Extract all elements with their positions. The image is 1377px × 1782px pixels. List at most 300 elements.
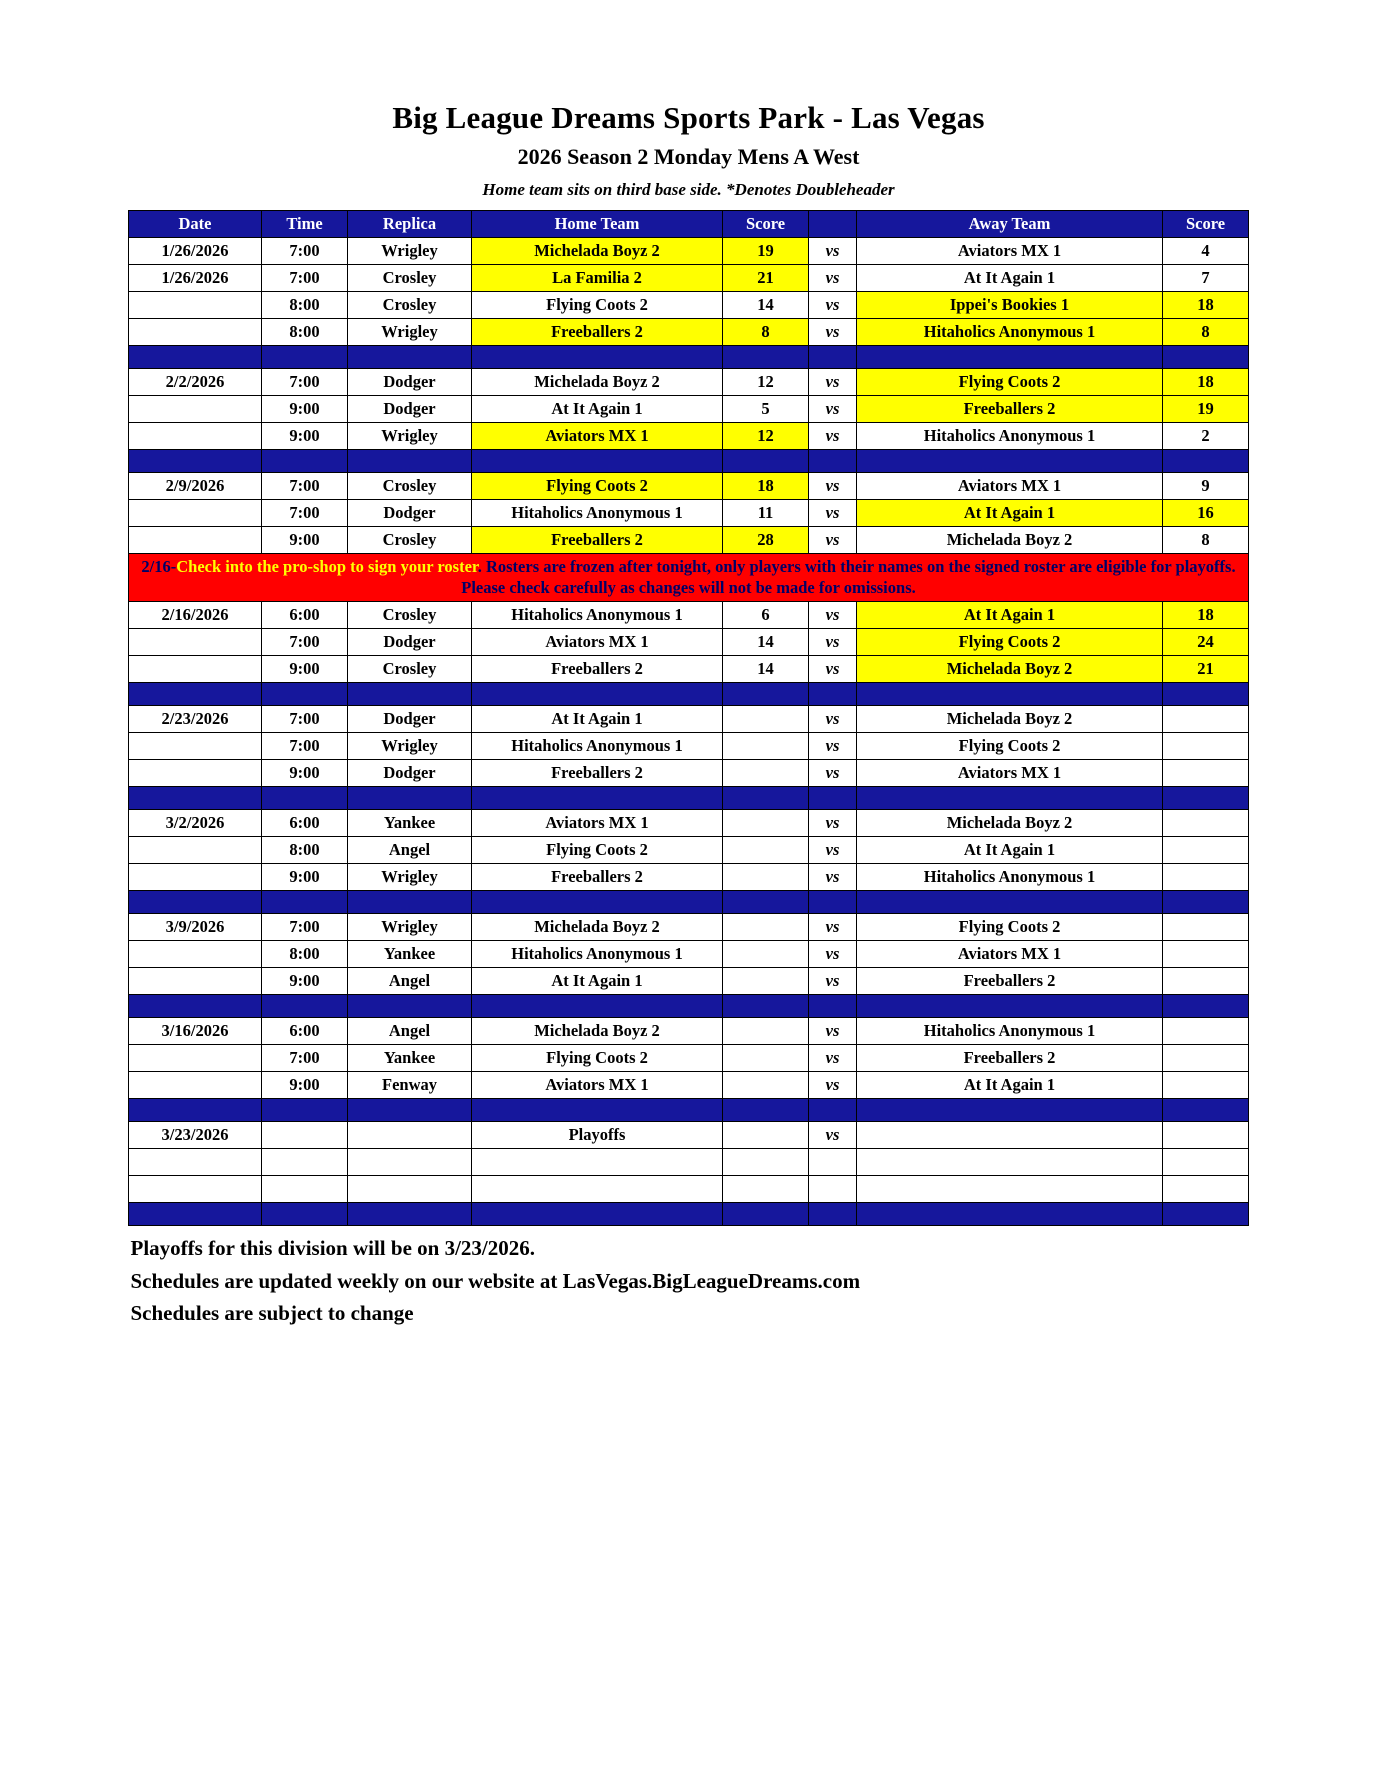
vs-label: vs <box>809 292 857 319</box>
game-date <box>129 500 262 527</box>
separator-cell <box>348 1203 472 1226</box>
week-separator-row <box>129 683 1249 706</box>
home-team-name: Freeballers 2 <box>472 656 723 683</box>
table-row <box>129 238 1249 265</box>
table-row <box>129 733 1249 760</box>
away-team-score: 18 <box>1163 292 1249 319</box>
game-replica-field: Crosley <box>348 473 472 500</box>
home-team-name: Freeballers 2 <box>472 864 723 891</box>
away-team-score <box>1163 1072 1249 1099</box>
game-date <box>129 837 262 864</box>
game-time: 7:00 <box>262 914 348 941</box>
home-team-score: 18 <box>723 473 809 500</box>
week-separator-row <box>129 1203 1249 1226</box>
vs-label: vs <box>809 527 857 554</box>
separator-cell <box>1163 450 1249 473</box>
table-row <box>129 864 1249 891</box>
table-row <box>129 396 1249 423</box>
game-date: 1/26/2026 <box>129 265 262 292</box>
separator-cell <box>1163 683 1249 706</box>
vs-label: vs <box>809 864 857 891</box>
game-date: 3/16/2026 <box>129 1018 262 1045</box>
game-date <box>129 733 262 760</box>
home-team-name: Freeballers 2 <box>472 527 723 554</box>
separator-cell <box>809 450 857 473</box>
game-replica-field: Angel <box>348 968 472 995</box>
home-team-score <box>723 760 809 787</box>
away-team-score <box>1163 1045 1249 1072</box>
vs-label: vs <box>809 837 857 864</box>
table-row <box>129 423 1249 450</box>
away-team-name: At It Again 1 <box>857 265 1163 292</box>
game-time: 7:00 <box>262 1045 348 1072</box>
home-team-score: 5 <box>723 396 809 423</box>
game-replica-field: Yankee <box>348 1045 472 1072</box>
game-time: 9:00 <box>262 968 348 995</box>
vs-label: vs <box>809 369 857 396</box>
separator-cell <box>262 450 348 473</box>
game-replica-field: Crosley <box>348 527 472 554</box>
away-team-name: At It Again 1 <box>857 1072 1163 1099</box>
page-title: Big League Dreams Sports Park - Las Vegas <box>392 100 985 135</box>
column-header-away-score: Score <box>1163 211 1249 238</box>
away-team-name: Freeballers 2 <box>857 396 1163 423</box>
game-date <box>129 629 262 656</box>
away-team-score: 2 <box>1163 423 1249 450</box>
home-team-name: Flying Coots 2 <box>472 1045 723 1072</box>
home-team-score <box>723 968 809 995</box>
vs-label: vs <box>809 656 857 683</box>
schedule-table <box>128 210 1249 1226</box>
home-team-score <box>723 914 809 941</box>
empty-cell <box>129 1176 262 1203</box>
game-replica-field: Wrigley <box>348 914 472 941</box>
away-team-score <box>1163 760 1249 787</box>
home-team-name: At It Again 1 <box>472 396 723 423</box>
game-date <box>129 864 262 891</box>
empty-cell <box>472 1176 723 1203</box>
home-team-name: Aviators MX 1 <box>472 423 723 450</box>
home-team-name: At It Again 1 <box>472 706 723 733</box>
column-header-away-team: Away Team <box>857 211 1163 238</box>
game-replica-field: Wrigley <box>348 238 472 265</box>
game-time: 7:00 <box>262 265 348 292</box>
game-date <box>129 1072 262 1099</box>
separator-cell <box>348 995 472 1018</box>
away-team-score: 21 <box>1163 656 1249 683</box>
game-date: 2/23/2026 <box>129 706 262 733</box>
game-replica-field: Crosley <box>348 656 472 683</box>
game-replica-field: Yankee <box>348 810 472 837</box>
away-team-name: Flying Coots 2 <box>857 914 1163 941</box>
game-time: 9:00 <box>262 527 348 554</box>
separator-cell <box>723 891 809 914</box>
game-date: 2/9/2026 <box>129 473 262 500</box>
game-time <box>262 1122 348 1149</box>
vs-label: vs <box>809 602 857 629</box>
game-time: 8:00 <box>262 941 348 968</box>
home-team-name: Michelada Boyz 2 <box>472 238 723 265</box>
vs-label: vs <box>809 319 857 346</box>
separator-cell <box>129 683 262 706</box>
week-separator-row <box>129 891 1249 914</box>
home-team-name: At It Again 1 <box>472 968 723 995</box>
week-separator-row <box>129 787 1249 810</box>
footer-website: Schedules are updated weekly on our website at LasVegas.BigLeagueDreams.com <box>130 1268 861 1293</box>
game-date: 2/2/2026 <box>129 369 262 396</box>
table-row <box>129 629 1249 656</box>
footer-notes <box>129 1232 1249 1330</box>
away-team-score <box>1163 810 1249 837</box>
separator-cell <box>809 995 857 1018</box>
home-team-name: Hitaholics Anonymous 1 <box>472 602 723 629</box>
home-team-score: 21 <box>723 265 809 292</box>
separator-cell <box>1163 1203 1249 1226</box>
game-date <box>129 760 262 787</box>
home-team-name: Flying Coots 2 <box>472 473 723 500</box>
game-date: 3/2/2026 <box>129 810 262 837</box>
table-row <box>129 292 1249 319</box>
home-team-score <box>723 864 809 891</box>
separator-cell <box>262 1203 348 1226</box>
home-team-score: 14 <box>723 656 809 683</box>
vs-label: vs <box>809 500 857 527</box>
empty-cell <box>723 1149 809 1176</box>
home-team-score: 14 <box>723 292 809 319</box>
game-date: 3/23/2026 <box>129 1122 262 1149</box>
away-team-name: Ippei's Bookies 1 <box>857 292 1163 319</box>
separator-cell <box>857 995 1163 1018</box>
away-team-name: Hitaholics Anonymous 1 <box>857 864 1163 891</box>
away-team-score <box>1163 1018 1249 1045</box>
footer-disclaimer: Schedules are subject to change <box>130 1301 414 1326</box>
game-date: 3/9/2026 <box>129 914 262 941</box>
game-date <box>129 1045 262 1072</box>
separator-cell <box>723 1099 809 1122</box>
vs-label: vs <box>809 1072 857 1099</box>
game-replica-field: Dodger <box>348 706 472 733</box>
vs-label: vs <box>809 1122 857 1149</box>
empty-row <box>129 1149 1249 1176</box>
game-date <box>129 423 262 450</box>
away-team-score <box>1163 706 1249 733</box>
separator-cell <box>472 787 723 810</box>
notice-body: . Rosters are frozen after tonight, only players with their names on the signed roster are eligible for playoffs. Please check carefully as changes will not be made for omissions. <box>461 557 1236 597</box>
home-team-name: Aviators MX 1 <box>472 1072 723 1099</box>
game-replica-field <box>348 1122 472 1149</box>
away-team-score: 16 <box>1163 500 1249 527</box>
column-header-home-score: Score <box>723 211 809 238</box>
game-time: 7:00 <box>262 706 348 733</box>
home-team-name: Flying Coots 2 <box>472 837 723 864</box>
empty-cell <box>809 1149 857 1176</box>
separator-cell <box>129 450 262 473</box>
separator-cell <box>472 683 723 706</box>
empty-cell <box>129 1149 262 1176</box>
away-team-score <box>1163 733 1249 760</box>
game-replica-field: Wrigley <box>348 423 472 450</box>
game-time: 7:00 <box>262 733 348 760</box>
separator-cell <box>809 787 857 810</box>
game-replica-field: Wrigley <box>348 319 472 346</box>
game-replica-field: Crosley <box>348 292 472 319</box>
empty-cell <box>348 1176 472 1203</box>
page-subtitle: 2026 Season 2 Monday Mens A West <box>517 144 860 169</box>
separator-cell <box>857 683 1163 706</box>
roster-notice-text <box>129 554 1249 602</box>
home-team-name: Hitaholics Anonymous 1 <box>472 500 723 527</box>
game-time: 9:00 <box>262 864 348 891</box>
home-team-name: Michelada Boyz 2 <box>472 914 723 941</box>
home-team-name: Hitaholics Anonymous 1 <box>472 941 723 968</box>
separator-cell <box>129 891 262 914</box>
week-separator-row <box>129 1099 1249 1122</box>
separator-cell <box>857 1203 1163 1226</box>
week-separator-row <box>129 995 1249 1018</box>
separator-cell <box>809 891 857 914</box>
game-date <box>129 319 262 346</box>
away-team-score <box>1163 1122 1249 1149</box>
home-team-score: 11 <box>723 500 809 527</box>
table-row <box>129 527 1249 554</box>
away-team-name: Aviators MX 1 <box>857 473 1163 500</box>
home-team-name: Flying Coots 2 <box>472 292 723 319</box>
vs-label: vs <box>809 810 857 837</box>
game-replica-field: Dodger <box>348 369 472 396</box>
home-team-score: 19 <box>723 238 809 265</box>
vs-label: vs <box>809 473 857 500</box>
column-header-home-team: Home Team <box>472 211 723 238</box>
table-row <box>129 656 1249 683</box>
away-team-name: Flying Coots 2 <box>857 733 1163 760</box>
away-team-name: Michelada Boyz 2 <box>857 706 1163 733</box>
away-team-name: Michelada Boyz 2 <box>857 527 1163 554</box>
away-team-name: At It Again 1 <box>857 602 1163 629</box>
game-time: 9:00 <box>262 423 348 450</box>
home-team-score <box>723 837 809 864</box>
away-team-score: 24 <box>1163 629 1249 656</box>
away-team-name: At It Again 1 <box>857 500 1163 527</box>
vs-label: vs <box>809 941 857 968</box>
away-team-name: Michelada Boyz 2 <box>857 656 1163 683</box>
game-time: 8:00 <box>262 319 348 346</box>
home-team-name: Freeballers 2 <box>472 319 723 346</box>
game-date <box>129 656 262 683</box>
game-time: 8:00 <box>262 837 348 864</box>
separator-cell <box>857 1099 1163 1122</box>
vs-label: vs <box>809 265 857 292</box>
home-team-name: Aviators MX 1 <box>472 810 723 837</box>
separator-cell <box>472 346 723 369</box>
separator-cell <box>262 995 348 1018</box>
home-team-name: Hitaholics Anonymous 1 <box>472 733 723 760</box>
separator-cell <box>348 1099 472 1122</box>
game-time: 6:00 <box>262 1018 348 1045</box>
away-team-name: Flying Coots 2 <box>857 369 1163 396</box>
home-team-name: La Familia 2 <box>472 265 723 292</box>
away-team-name: Hitaholics Anonymous 1 <box>857 319 1163 346</box>
game-replica-field: Angel <box>348 1018 472 1045</box>
separator-cell <box>262 346 348 369</box>
home-team-score <box>723 733 809 760</box>
separator-cell <box>129 995 262 1018</box>
home-team-score: 12 <box>723 369 809 396</box>
vs-label: vs <box>809 1018 857 1045</box>
away-team-name: Hitaholics Anonymous 1 <box>857 423 1163 450</box>
separator-cell <box>857 787 1163 810</box>
page-note: Home team sits on third base side. *Denotes Doubleheader <box>482 180 895 199</box>
home-team-name: Freeballers 2 <box>472 760 723 787</box>
vs-label: vs <box>809 914 857 941</box>
table-row <box>129 810 1249 837</box>
game-time: 9:00 <box>262 760 348 787</box>
away-team-score: 8 <box>1163 319 1249 346</box>
separator-cell <box>723 346 809 369</box>
away-team-name: Aviators MX 1 <box>857 941 1163 968</box>
game-date <box>129 941 262 968</box>
game-time: 6:00 <box>262 602 348 629</box>
home-team-score <box>723 1072 809 1099</box>
empty-cell <box>857 1176 1163 1203</box>
game-time: 7:00 <box>262 629 348 656</box>
table-row <box>129 319 1249 346</box>
column-header-time: Time <box>262 211 348 238</box>
away-team-score <box>1163 941 1249 968</box>
away-team-score <box>1163 864 1249 891</box>
vs-label: vs <box>809 760 857 787</box>
vs-label: vs <box>809 629 857 656</box>
empty-cell <box>723 1176 809 1203</box>
table-row <box>129 1045 1249 1072</box>
away-team-score: 18 <box>1163 602 1249 629</box>
separator-cell <box>809 1203 857 1226</box>
table-row <box>129 706 1249 733</box>
separator-cell <box>348 683 472 706</box>
home-team-name: Playoffs <box>472 1122 723 1149</box>
separator-cell <box>723 995 809 1018</box>
table-row <box>129 500 1249 527</box>
away-team-name: Aviators MX 1 <box>857 760 1163 787</box>
separator-cell <box>857 891 1163 914</box>
table-row <box>129 941 1249 968</box>
game-date <box>129 968 262 995</box>
notice-date: 2/16- <box>141 557 177 576</box>
column-header-vs <box>809 211 857 238</box>
column-header-replica: Replica <box>348 211 472 238</box>
separator-cell <box>348 787 472 810</box>
separator-cell <box>1163 1099 1249 1122</box>
game-replica-field: Angel <box>348 837 472 864</box>
away-team-score: 9 <box>1163 473 1249 500</box>
separator-cell <box>129 346 262 369</box>
game-replica-field: Dodger <box>348 629 472 656</box>
home-team-score <box>723 1122 809 1149</box>
home-team-name: Aviators MX 1 <box>472 629 723 656</box>
away-team-name: Freeballers 2 <box>857 1045 1163 1072</box>
home-team-score: 6 <box>723 602 809 629</box>
empty-cell <box>1163 1176 1249 1203</box>
away-team-score: 18 <box>1163 369 1249 396</box>
game-replica-field: Fenway <box>348 1072 472 1099</box>
table-row <box>129 602 1249 629</box>
away-team-name: Freeballers 2 <box>857 968 1163 995</box>
separator-cell <box>348 891 472 914</box>
table-row <box>129 473 1249 500</box>
separator-cell <box>723 683 809 706</box>
vs-label: vs <box>809 396 857 423</box>
separator-cell <box>262 1099 348 1122</box>
game-time: 7:00 <box>262 500 348 527</box>
home-team-score: 12 <box>723 423 809 450</box>
separator-cell <box>809 683 857 706</box>
table-row <box>129 968 1249 995</box>
footer-playoffs: Playoffs for this division will be on 3/23/2026. <box>130 1236 535 1261</box>
empty-cell <box>857 1149 1163 1176</box>
game-replica-field: Yankee <box>348 941 472 968</box>
away-team-name: Aviators MX 1 <box>857 238 1163 265</box>
separator-cell <box>472 1099 723 1122</box>
table-row <box>129 369 1249 396</box>
game-replica-field: Dodger <box>348 396 472 423</box>
separator-cell <box>129 787 262 810</box>
home-team-score <box>723 1045 809 1072</box>
empty-cell <box>472 1149 723 1176</box>
table-row <box>129 914 1249 941</box>
table-header-row <box>129 211 1249 238</box>
vs-label: vs <box>809 238 857 265</box>
vs-label: vs <box>809 1045 857 1072</box>
separator-cell <box>723 450 809 473</box>
separator-cell <box>348 450 472 473</box>
empty-cell <box>348 1149 472 1176</box>
table-row <box>129 1018 1249 1045</box>
away-team-score: 8 <box>1163 527 1249 554</box>
game-time: 7:00 <box>262 473 348 500</box>
separator-cell <box>1163 346 1249 369</box>
empty-cell <box>1163 1149 1249 1176</box>
column-header-date: Date <box>129 211 262 238</box>
empty-cell <box>809 1176 857 1203</box>
away-team-name: Hitaholics Anonymous 1 <box>857 1018 1163 1045</box>
separator-cell <box>1163 891 1249 914</box>
separator-cell <box>262 891 348 914</box>
game-time: 9:00 <box>262 656 348 683</box>
game-replica-field: Crosley <box>348 602 472 629</box>
separator-cell <box>262 683 348 706</box>
away-team-score <box>1163 837 1249 864</box>
game-replica-field: Crosley <box>348 265 472 292</box>
game-replica-field: Wrigley <box>348 864 472 891</box>
home-team-name: Michelada Boyz 2 <box>472 369 723 396</box>
separator-cell <box>1163 995 1249 1018</box>
separator-cell <box>472 891 723 914</box>
game-time: 9:00 <box>262 396 348 423</box>
away-team-name: Michelada Boyz 2 <box>857 810 1163 837</box>
game-date: 1/26/2026 <box>129 238 262 265</box>
away-team-score <box>1163 914 1249 941</box>
vs-label: vs <box>809 968 857 995</box>
table-row <box>129 837 1249 864</box>
empty-cell <box>262 1149 348 1176</box>
separator-cell <box>129 1099 262 1122</box>
away-team-score: 19 <box>1163 396 1249 423</box>
game-time: 7:00 <box>262 238 348 265</box>
game-replica-field: Wrigley <box>348 733 472 760</box>
vs-label: vs <box>809 733 857 760</box>
game-time: 6:00 <box>262 810 348 837</box>
table-row <box>129 1122 1249 1149</box>
game-time: 7:00 <box>262 369 348 396</box>
